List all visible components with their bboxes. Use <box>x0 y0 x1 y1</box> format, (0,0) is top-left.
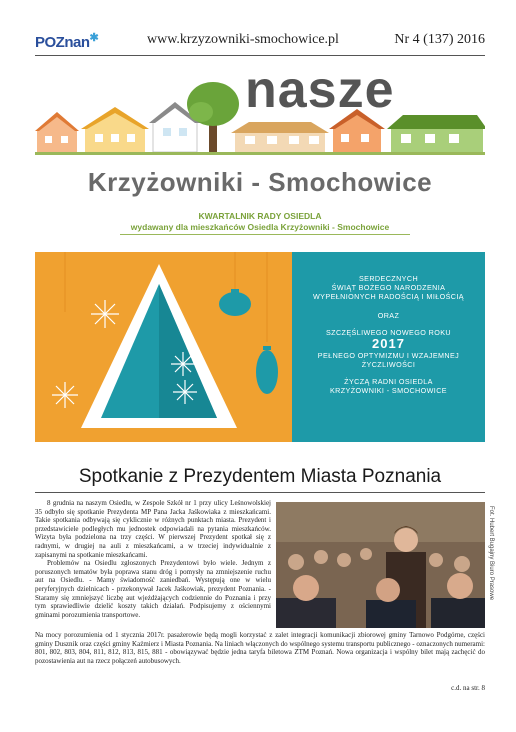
headline-divider <box>35 492 485 493</box>
greeting-line-4: ORAZ <box>377 311 400 320</box>
site-url[interactable]: www.krzyzowniki-smochowice.pl <box>147 32 339 47</box>
issue-number: Nr 4 (137) 2016 <box>394 32 485 47</box>
photo-credit-text: Fot. Hubert Bugajny Biuro Prasowe <box>488 506 494 601</box>
photo-credit <box>486 506 494 626</box>
article-paragraph: 8 grudnia na naszym Osiedlu, w Zespole Szkół nr 1 przy ulicy Leśnowolskiej 35 odbyło się spotkanie Prezydenta MP Pana Jacka Jaśkowiaka z mieszkańcami. Takie spotkania odbywają się cyklicznie w różnych punktach miasta. Prezydent i przedstawiciele podległych mu jednostek odpowiadali na pytania mieszkańców. Wizyta była podzielona na trzy części. W pierwszej Prezydent spotkał się z radnymi, w drugiej na auli z mieszkańcami, a w trzeciej indywidualnie z zapisanymi na spotkanie mieszkańcami. <box>35 499 271 559</box>
nasze-logotype: nasze <box>245 61 395 119</box>
greeting-line-7: PEŁNEGO OPTYMIZMU I WZAJEMNEJ <box>317 351 460 360</box>
banner-illustration <box>35 252 292 442</box>
top-bar <box>35 28 485 52</box>
banner-greeting <box>292 252 485 442</box>
continued-note[interactable]: c.d. na str. 8 <box>451 684 485 692</box>
christmas-tree-icon <box>35 252 292 442</box>
article-paragraph: Problemów na Osiedlu zgłoszonych Prezydentowi było wiele. Jednym z poruszonych tematów była poprawa stanu dróg i pomysły na zmniejszenie ruchu aut na Osiedlu. - Mamy świadomość zaniedbań. Występują one w wielu peryferyjnych dzielnicach - przekonywał Jacek Jaśkowiak, prezydent Poznania. - Staramy się zmniejszyć liczbę aut wjeżdżających codziennie do Poznania i przy tym sprawiedliwie dzielić koszty takich działań. Podpisujemy z ościennymi gminami porozumienia transportowe. <box>35 559 271 619</box>
article-headline: Spotkanie z Prezydentem Miasta Poznania <box>78 466 442 487</box>
article-body-left <box>35 499 271 619</box>
greeting-line-9: ŻYCZĄ RADNI OSIEDLA <box>344 377 433 386</box>
greeting-line-1: SERDECZNYCH <box>358 274 419 283</box>
newsletter-title: Krzyżowniki - Smochowice <box>87 167 433 197</box>
logo-star-icon: ✱ <box>89 32 99 44</box>
publisher-line: KWARTALNIK RADY OSIEDLA <box>198 211 322 221</box>
greeting-line-8: ŻYCZLIWOŚCI <box>361 360 416 369</box>
greeting-line-5: SZCZĘŚLIWEGO NOWEGO ROKU <box>325 328 451 337</box>
top-divider <box>35 55 485 56</box>
article-body-bottom: Na mocy porozumienia od 1 stycznia 2017r. pasażerowie będą mogli korzystać z zalet integracji komunikacji zbiorowej gminy Tarnowo Podgórne, części gminy Dusznik oraz części gminy Kaźmierz i Miasta Poznania. Na liniach włączonych do wspólnego systemu transportu publicznego - oznaczonych numerami: 801, 802, 803, 804, 811, 812, 813, 815, 881 - obowiązywać będzie jedna taryfa biletowa ZTM Poznań. Nowa organizacja i wspólny bilet mają zachęcić do pozostawienia aut na rzecz połączeń autobusowych. <box>35 631 485 665</box>
greeting-line-10: KRZYŻOWNIKI - SMOCHOWICE <box>329 386 447 395</box>
poznan-logo[interactable] <box>35 34 98 51</box>
logo-text: POZnan <box>35 34 90 51</box>
greeting-year: 2017 <box>372 336 405 351</box>
audience-line: wydawany dla mieszkańców Osiedla Krzyżowniki - Smochowice <box>130 222 390 232</box>
green-divider <box>120 234 410 235</box>
greeting-line-3: WYPEŁNIONYCH RADOŚCIĄ I MIŁOŚCIĄ <box>313 292 464 301</box>
masthead <box>35 62 485 172</box>
greeting-line-2: ŚWIĄT BOŻEGO NARODZENIA <box>331 283 446 292</box>
meeting-photo <box>276 502 485 628</box>
christmas-banner <box>35 252 485 442</box>
